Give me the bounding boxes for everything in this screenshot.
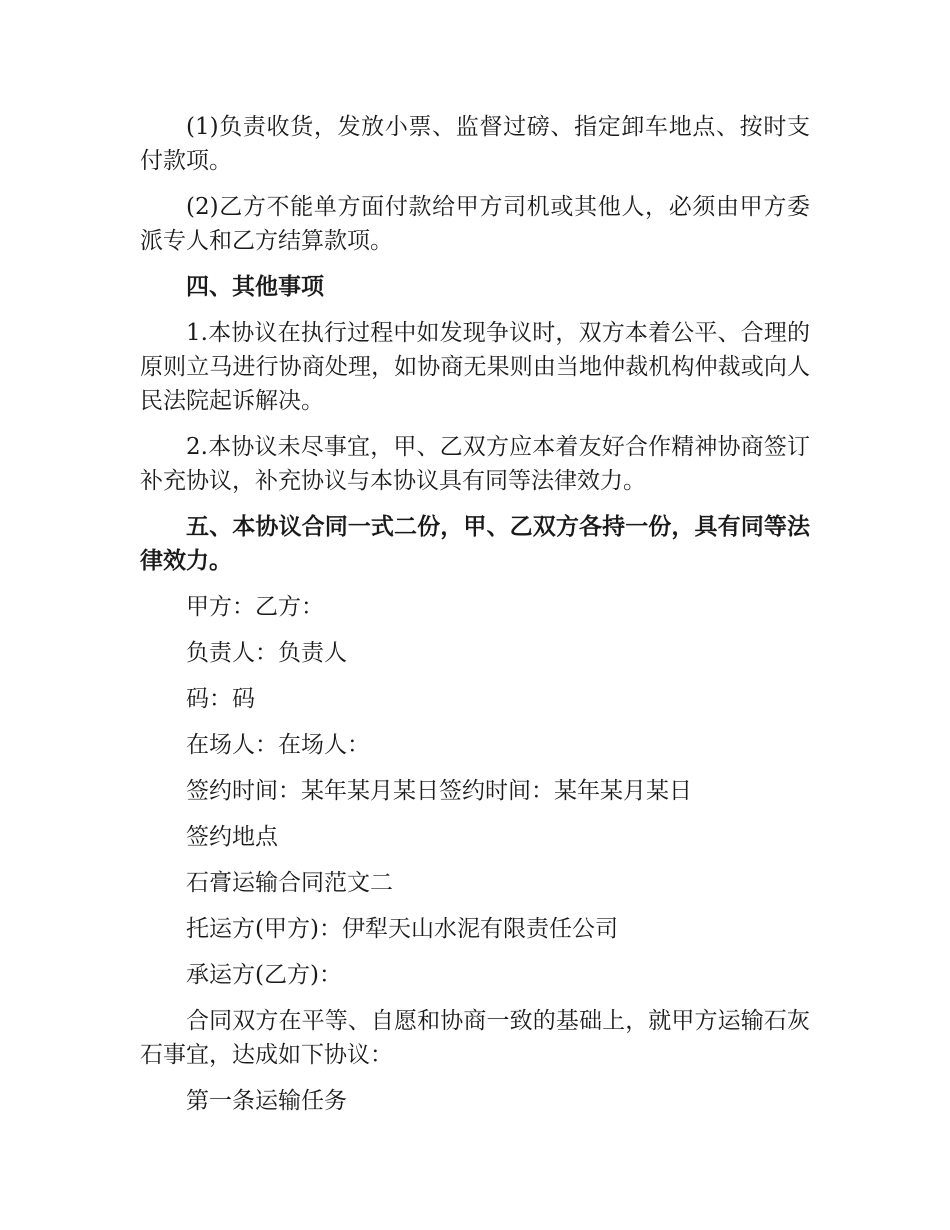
heading-other-matters: 四、其他事项	[186, 273, 324, 300]
party-a-line: 托运方(甲方)：伊犁天山水泥有限责任公司	[186, 916, 618, 942]
signature-date-line: 签约时间：某年某月某日签约时间：某年某月某日	[186, 778, 692, 804]
paragraph-supplementary-agreement: 2.本协议未尽事宜，甲、乙双方应本着友好合作精神协商签订补充协议，补充协议与本协议具有同等法律效力。	[140, 434, 810, 494]
signature-witness-line: 在场人：在场人：	[186, 732, 370, 758]
article-one-title: 第一条运输任务	[186, 1088, 347, 1114]
document-body	[140, 110, 810, 1130]
heading-copies-clause: 五、本协议合同一式二份，甲、乙双方各持一份，具有同等法律效力。	[140, 513, 810, 574]
signature-place-line: 签约地点	[186, 824, 278, 850]
signature-party-line: 甲方：乙方：	[186, 594, 324, 620]
signature-code-line: 码：码	[186, 686, 255, 712]
section-title-sample-two: 石膏运输合同范文二	[186, 870, 393, 896]
paragraph-payment-rule: (2)乙方不能单方面付款给甲方司机或其他人，必须由甲方委派专人和乙方结算款项。	[140, 194, 810, 254]
party-b-line: 承运方(乙方)：	[186, 962, 342, 988]
paragraph-agreement-intro: 合同双方在平等、自愿和协商一致的基础上，就甲方运输石灰石事宜，达成如下协议：	[140, 1008, 810, 1068]
paragraph-dispute-resolution: 1.本协议在执行过程中如发现争议时，双方本着公平、合理的原则立马进行协商处理，如协商无果则由当地仲裁机构仲裁或向人民法院起诉解决。	[140, 320, 810, 414]
paragraph-receiving-duties: (1)负责收货，发放小票、监督过磅、指定卸车地点、按时支付款项。	[140, 114, 810, 174]
signature-responsible-line: 负责人：负责人	[186, 640, 347, 666]
